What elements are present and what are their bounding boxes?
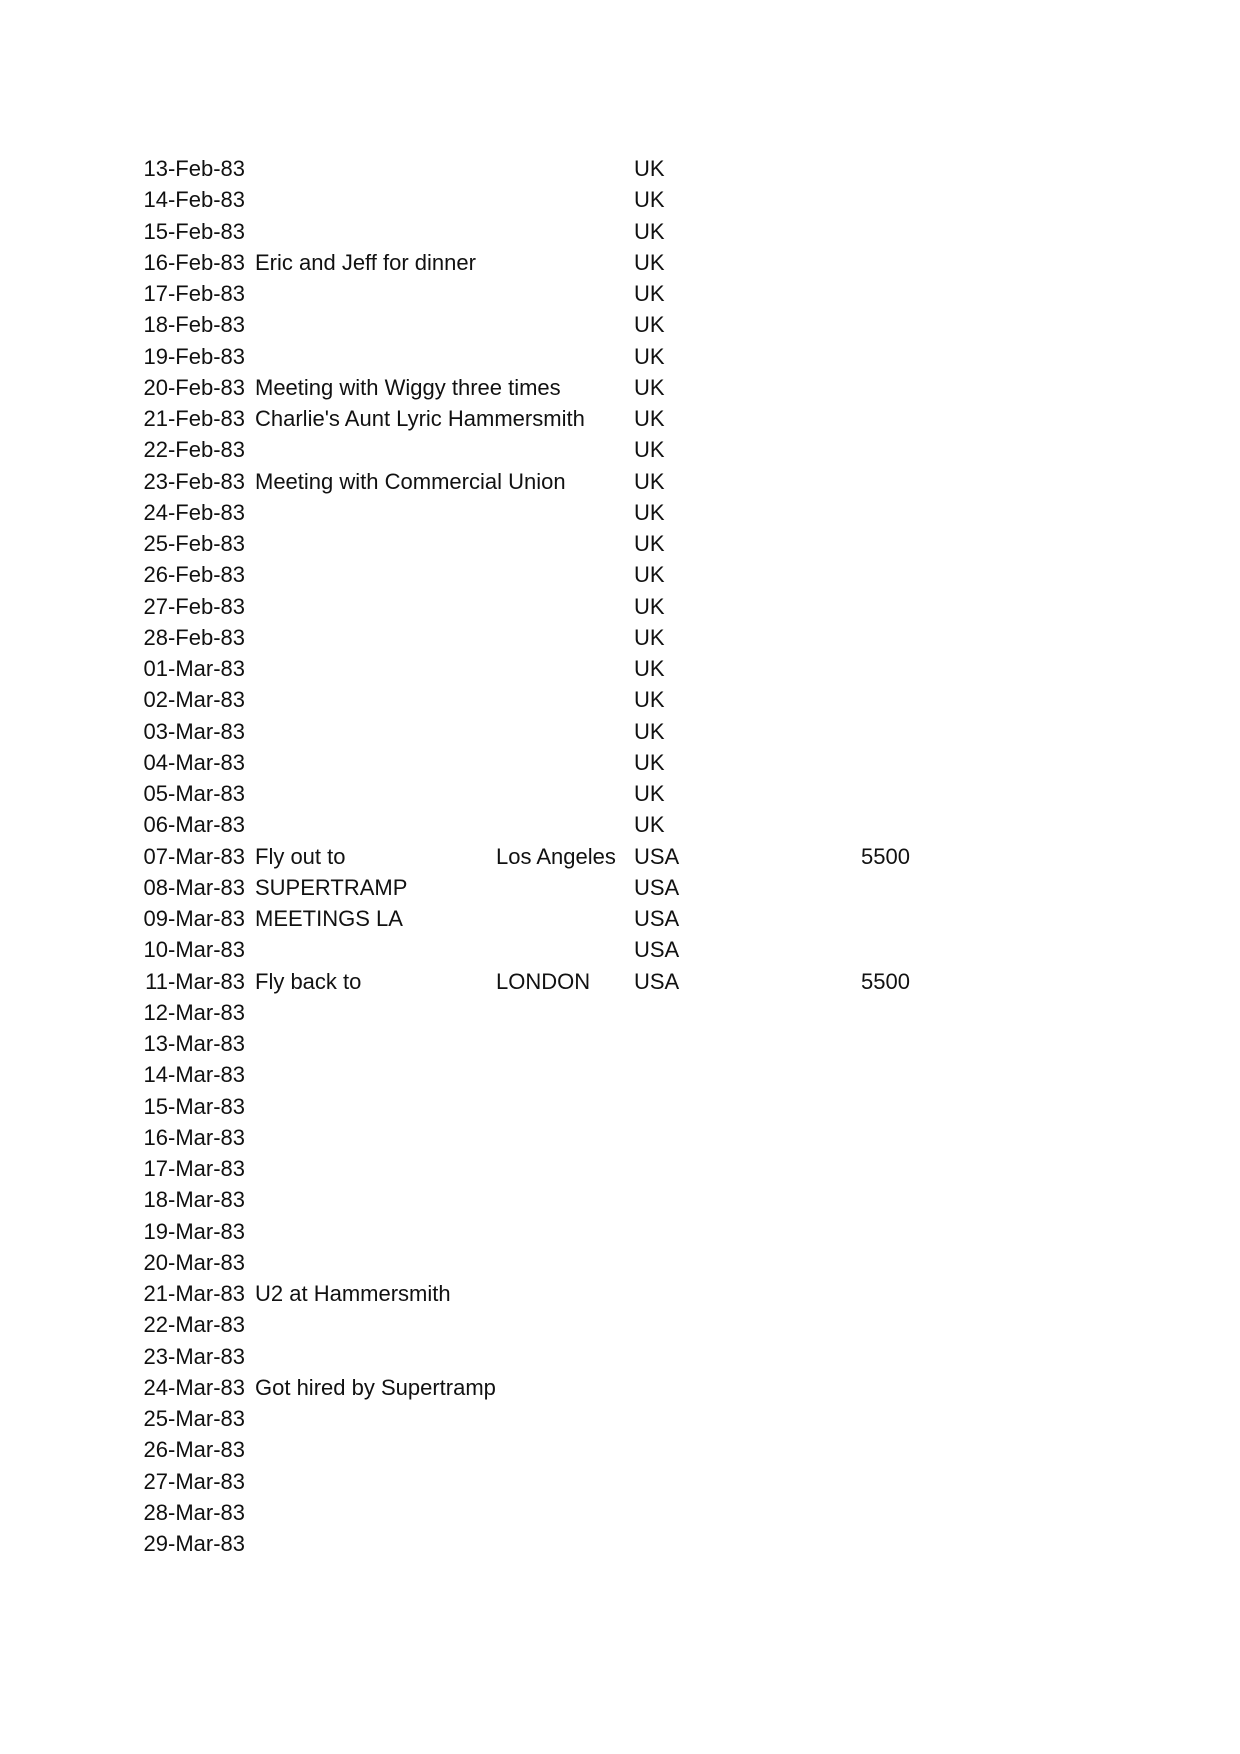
date-cell: 20-Mar-83 <box>143 1249 245 1275</box>
date-cell: 27-Mar-83 <box>143 1468 245 1494</box>
table-row <box>0 1528 1240 1559</box>
table-row <box>0 1341 1240 1372</box>
table-row <box>0 778 1240 809</box>
country-cell: UK <box>634 624 665 650</box>
date-cell: 24-Mar-83 <box>143 1374 245 1400</box>
date-cell: 14-Mar-83 <box>143 1062 245 1088</box>
table-row <box>0 747 1240 778</box>
date-cell: 13-Feb-83 <box>143 156 245 181</box>
date-cell: 04-Mar-83 <box>143 749 245 775</box>
table-row <box>0 247 1240 278</box>
table-row <box>0 184 1240 215</box>
table-row <box>0 622 1240 653</box>
country-cell: UK <box>634 437 665 463</box>
table-row <box>0 653 1240 684</box>
date-cell: 27-Feb-83 <box>143 593 245 619</box>
country-cell: UK <box>634 468 665 494</box>
table-row <box>0 153 1240 184</box>
country-cell: UK <box>634 562 665 588</box>
table-row <box>0 1247 1240 1278</box>
date-cell: 13-Mar-83 <box>143 1031 245 1056</box>
table-row <box>0 403 1240 434</box>
description-cell: Charlie's Aunt Lyric Hammersmith <box>255 406 585 431</box>
table-row <box>0 684 1240 715</box>
table-row <box>0 841 1240 872</box>
country-cell: UK <box>634 218 665 244</box>
table-row <box>0 1497 1240 1528</box>
country-cell: UK <box>634 531 665 556</box>
country-cell: UK <box>634 343 665 369</box>
table-row <box>0 1372 1240 1403</box>
country-cell: USA <box>634 937 680 963</box>
table-row <box>0 309 1240 340</box>
country-cell: UK <box>634 749 665 775</box>
table-row <box>0 1278 1240 1309</box>
date-cell: 09-Mar-83 <box>143 906 245 931</box>
table-row <box>0 1122 1240 1153</box>
date-cell: 22-Feb-83 <box>143 437 245 463</box>
table-row <box>0 1216 1240 1247</box>
date-cell: 07-Mar-83 <box>143 843 245 869</box>
table-row <box>0 528 1240 559</box>
date-cell: 26-Mar-83 <box>143 1437 245 1463</box>
date-cell: 16-Feb-83 <box>143 249 245 275</box>
date-cell: 15-Feb-83 <box>143 218 245 244</box>
table-row <box>0 1184 1240 1215</box>
place-cell: LONDON <box>496 968 591 994</box>
table-row <box>0 716 1240 747</box>
date-cell: 03-Mar-83 <box>143 718 245 744</box>
country-cell: USA <box>634 968 680 994</box>
date-cell: 17-Mar-83 <box>143 1156 245 1181</box>
table-row <box>0 997 1240 1028</box>
date-cell: 15-Mar-83 <box>143 1093 245 1119</box>
description-cell: Got hired by Supertramp <box>255 1374 496 1400</box>
country-cell: USA <box>634 906 680 931</box>
description-cell: MEETINGS LA <box>255 906 403 931</box>
country-cell: UK <box>634 374 665 400</box>
diary-table <box>0 153 1240 1559</box>
table-row <box>0 1403 1240 1434</box>
description-cell: Meeting with Wiggy three times <box>255 374 561 400</box>
table-row <box>0 1434 1240 1465</box>
amount-cell: 5500 <box>861 843 910 869</box>
date-cell: 25-Feb-83 <box>143 531 245 556</box>
date-cell: 19-Mar-83 <box>143 1218 245 1244</box>
table-row <box>0 216 1240 247</box>
description-cell: SUPERTRAMP <box>255 874 408 900</box>
date-cell: 17-Feb-83 <box>143 281 245 306</box>
date-cell: 26-Feb-83 <box>143 562 245 588</box>
table-row <box>0 497 1240 528</box>
table-row <box>0 434 1240 465</box>
country-cell: UK <box>634 656 665 681</box>
date-cell: 10-Mar-83 <box>143 937 245 963</box>
table-row <box>0 1059 1240 1090</box>
country-cell: UK <box>634 406 665 431</box>
country-cell: UK <box>634 187 665 213</box>
description-cell: Meeting with Commercial Union <box>255 468 566 494</box>
date-cell: 12-Mar-83 <box>143 999 245 1025</box>
country-cell: UK <box>634 593 665 619</box>
country-cell: USA <box>634 843 680 869</box>
country-cell: UK <box>634 249 665 275</box>
date-cell: 21-Mar-83 <box>143 1281 245 1306</box>
date-cell: 28-Feb-83 <box>143 624 245 650</box>
table-row <box>0 559 1240 590</box>
country-cell: UK <box>634 499 665 525</box>
country-cell: UK <box>634 312 665 338</box>
description-cell: Fly out to <box>255 843 346 869</box>
table-row <box>0 1028 1240 1059</box>
table-row <box>0 809 1240 840</box>
date-cell: 29-Mar-83 <box>143 1531 245 1556</box>
table-row <box>0 872 1240 903</box>
date-cell: 28-Mar-83 <box>143 1499 245 1525</box>
place-cell: Los Angeles <box>496 843 616 869</box>
date-cell: 06-Mar-83 <box>143 812 245 838</box>
date-cell: 08-Mar-83 <box>143 874 245 900</box>
table-row <box>0 1153 1240 1184</box>
date-cell: 18-Mar-83 <box>143 1187 245 1213</box>
table-row <box>0 591 1240 622</box>
date-cell: 01-Mar-83 <box>143 656 245 681</box>
table-row <box>0 903 1240 934</box>
date-cell: 25-Mar-83 <box>143 1406 245 1431</box>
description-cell: Fly back to <box>255 968 362 994</box>
date-cell: 14-Feb-83 <box>143 187 245 213</box>
country-cell: USA <box>634 874 680 900</box>
table-row <box>0 1091 1240 1122</box>
date-cell: 11-Mar-83 <box>145 968 245 994</box>
table-row <box>0 466 1240 497</box>
date-cell: 21-Feb-83 <box>143 406 245 431</box>
date-cell: 23-Feb-83 <box>143 468 245 494</box>
country-cell: UK <box>634 812 665 838</box>
description-cell: U2 at Hammersmith <box>255 1281 451 1306</box>
amount-cell: 5500 <box>861 968 910 994</box>
table-row <box>0 1466 1240 1497</box>
description-cell: Eric and Jeff for dinner <box>255 249 476 275</box>
country-cell: UK <box>634 687 665 713</box>
country-cell: UK <box>634 281 665 306</box>
date-cell: 02-Mar-83 <box>143 687 245 713</box>
table-row <box>0 372 1240 403</box>
date-cell: 19-Feb-83 <box>143 343 245 369</box>
country-cell: UK <box>634 781 665 806</box>
table-row <box>0 278 1240 309</box>
country-cell: UK <box>634 156 665 181</box>
date-cell: 24-Feb-83 <box>143 499 245 525</box>
table-row <box>0 341 1240 372</box>
date-cell: 18-Feb-83 <box>143 312 245 338</box>
table-row <box>0 1309 1240 1340</box>
date-cell: 16-Mar-83 <box>143 1124 245 1150</box>
country-cell: UK <box>634 718 665 744</box>
date-cell: 05-Mar-83 <box>143 781 245 806</box>
date-cell: 23-Mar-83 <box>143 1343 245 1369</box>
table-row <box>0 934 1240 965</box>
date-cell: 20-Feb-83 <box>143 374 245 400</box>
table-row <box>0 966 1240 997</box>
date-cell: 22-Mar-83 <box>143 1312 245 1338</box>
